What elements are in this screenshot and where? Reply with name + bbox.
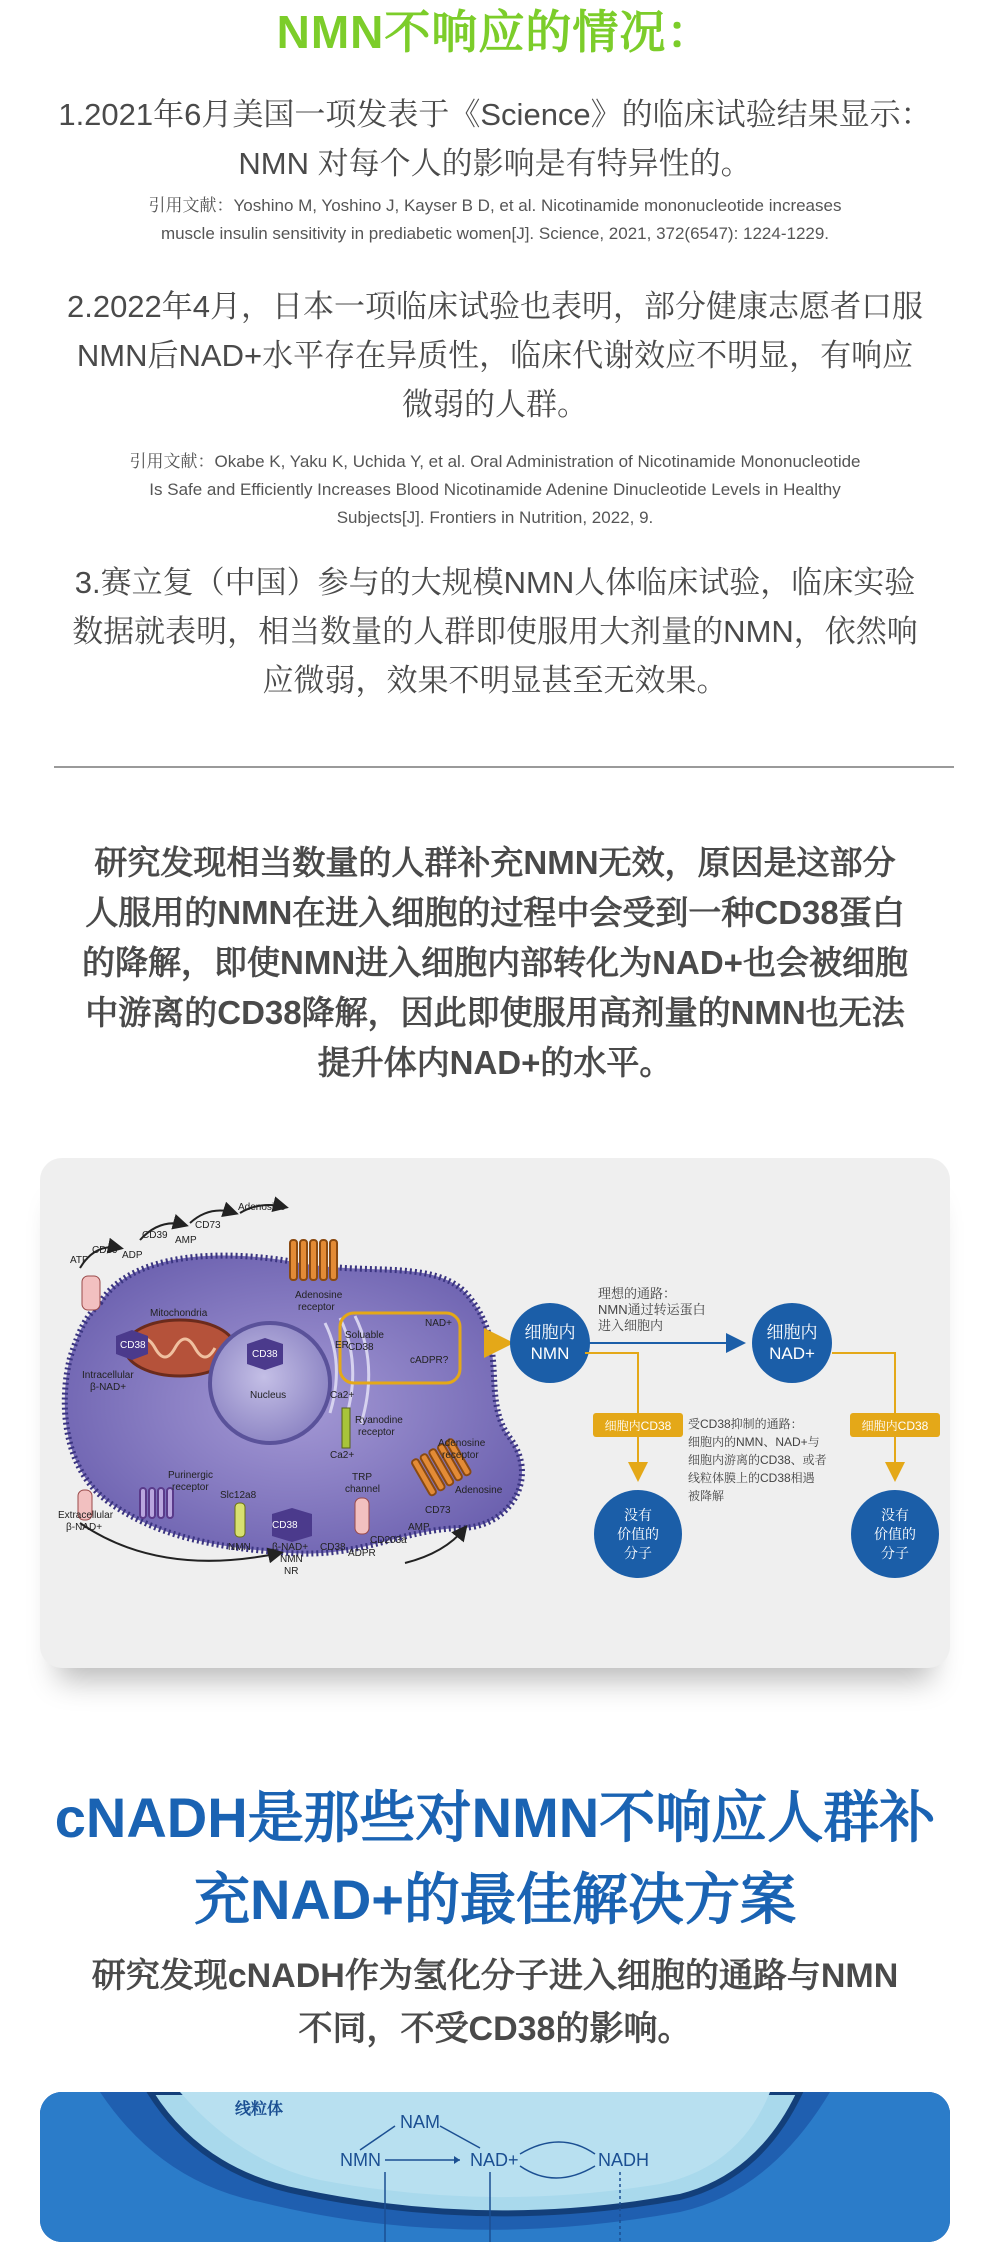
cnadh-desc-line-2: 不同，不受CD38的影响。 <box>298 2010 692 2048</box>
finding-1-line-1: 1.2021年6月美国一项发表于《Science》的临床试验结果显示： <box>58 97 932 132</box>
lbl-adenosine-r2-2: receptor <box>442 1450 479 1461</box>
lbl-adenosine-receptor-1: Adenosine <box>295 1290 343 1301</box>
inhibited-line-4: 线粒体膜上的CD38相遇 <box>688 1471 815 1485</box>
lbl-cadpr: cADPR? <box>410 1355 449 1366</box>
summary-line-1: 研究发现相当数量的人群补充NMN无效，原因是这部分 <box>94 844 896 881</box>
lbl-cd73-top: CD73 <box>195 1220 221 1231</box>
slc12a8-icon <box>235 1503 245 1537</box>
cnadh-title-line-2: 充NAD+的最佳解决方案 <box>193 1868 797 1931</box>
lbl-er: ER <box>335 1340 349 1351</box>
finding-3-line-3: 应微弱，效果不明显甚至无效果。 <box>262 663 728 698</box>
finding-2-line-3: 微弱的人群。 <box>402 387 588 422</box>
citation-2-line-1: 引用文献：Okabe K, Yaku K, Uchida Y, et al. Oral Administration of Nicotinamide Mononucleotide <box>129 452 861 471</box>
mito-nadh: NADH <box>598 2150 650 2170</box>
ryanodine-icon <box>342 1408 350 1448</box>
cd38-tag-right-text: 细胞内CD38 <box>861 1419 929 1433</box>
lbl-nucleus: Nucleus <box>250 1390 287 1401</box>
citation-1-line-2: muscle insulin sensitivity in prediabetic women[J]. Science, 2021, 372(6547): 1224-1229. <box>160 224 830 243</box>
lbl-adpr: ADPR <box>348 1548 376 1559</box>
finding-1-line-2: NMN 对每个人的影响是有特异性的。 <box>238 146 752 181</box>
lbl-adenosine-r2-1: Adenosine <box>438 1438 486 1449</box>
citation-2-line-2: Is Safe and Efficiently Increases Blood Nicotinamide Adenine Dinucleotide Levels in Healthy <box>149 480 841 499</box>
finding-2 <box>30 282 960 429</box>
cd39-left-icon <box>82 1276 100 1310</box>
lbl-soluble-1: Soluable <box>345 1330 384 1341</box>
inhibited-line-1: 受CD38抑制的通路： <box>688 1417 803 1431</box>
finding-3-line-1: 3.赛立复（中国）参与的大规模NMN人体临床试验，临床实验 <box>74 565 916 600</box>
lbl-extracellular-1: Extracellular <box>58 1510 114 1521</box>
lbl-amp: AMP <box>175 1235 197 1246</box>
cnadh-description <box>30 1950 960 2056</box>
ideal-path-line-1: 理想的通路： <box>598 1286 677 1301</box>
lbl-purinergic-1: Purinergic <box>168 1470 214 1481</box>
cd38-tag-left-text: 细胞内CD38 <box>604 1419 672 1433</box>
summary-line-5: 提升体内NAD+的水平。 <box>317 1044 673 1081</box>
citation-2-line-3: Subjects[J]. Frontiers in Nutrition, 2022, 9. <box>336 508 654 527</box>
lbl-cd38-nucleus: CD38 <box>252 1349 278 1360</box>
mito-svg <box>40 2092 950 2242</box>
lbl-ca-1: Ca2+ <box>330 1390 355 1401</box>
lbl-adenosine-top: Adenosine <box>238 1202 286 1213</box>
lbl-cd39-2: CD39 <box>142 1230 168 1241</box>
cnadh-solution-title <box>20 1777 970 1941</box>
lbl-ca-2: Ca2+ <box>330 1450 355 1461</box>
finding-3-line-2: 数据就表明，相当数量的人群即使服用大剂量的NMN，依然响 <box>72 614 918 649</box>
node-nad-line-2: NAD+ <box>769 1344 815 1363</box>
mitochondria-diagram <box>40 2092 950 2242</box>
section-heading: NMN不响应的情况： <box>276 6 714 58</box>
lbl-mitochondria: Mitochondria <box>150 1308 208 1319</box>
lbl-adenosine-receptor-2: receptor <box>298 1302 335 1313</box>
lbl-slc12a8: Slc12a8 <box>220 1490 257 1501</box>
worthless-right-line-3: 分子 <box>881 1545 909 1561</box>
lbl-cd38-mito: CD38 <box>120 1340 146 1351</box>
summary-line-2: 人服用的NMN在进入细胞的过程中会受到一种CD38蛋白 <box>85 894 905 931</box>
section-divider <box>54 766 954 768</box>
summary-paragraph <box>48 838 942 1088</box>
node-nad-line-1: 细胞内 <box>766 1323 818 1342</box>
lbl-nad-plus: NAD+ <box>425 1318 452 1329</box>
summary-line-3: 的降解，即使NMN进入细胞内部转化为NAD+也会被细胞 <box>82 944 908 981</box>
lbl-ryanodine-1: Ryanodine <box>355 1415 403 1426</box>
lbl-cd38-adpr: CD38 <box>320 1542 346 1553</box>
lbl-soluble-2: CD38 <box>348 1342 374 1353</box>
citation-2 <box>60 448 930 532</box>
lbl-ryanodine-2: receptor <box>358 1427 395 1438</box>
ideal-path-line-3: 进入细胞内 <box>598 1318 664 1333</box>
mito-title: 线粒体 <box>235 2101 284 2118</box>
finding-3 <box>30 558 960 705</box>
finding-2-line-2: NMN后NAD+水平存在异质性，临床代谢效应不明显，有响应 <box>76 338 914 373</box>
adenosine-receptor-top <box>290 1240 337 1280</box>
lbl-intracellular-2: β-NAD+ <box>90 1382 127 1393</box>
node-nmn <box>510 1303 590 1383</box>
lbl-bnad: β-NAD+ <box>272 1542 309 1553</box>
inhibited-line-3: 细胞内游离的CD38、或者 <box>688 1453 827 1467</box>
ideal-path-line-2: NMN通过转运蛋白 <box>598 1302 706 1317</box>
lbl-nmn-bottom: NMN <box>228 1542 251 1553</box>
summary-line-4: 中游离的CD38降解，因此即使服用高剂量的NMN也无法 <box>85 994 905 1031</box>
citation-1 <box>60 192 930 248</box>
mito-nmn: NMN <box>340 2150 381 2170</box>
lbl-atp: ATP <box>70 1255 89 1266</box>
worthless-left-line-3: 分子 <box>624 1545 652 1561</box>
node-nmn-line-2: NMN <box>530 1344 570 1363</box>
worthless-right-line-2: 价值的 <box>874 1526 916 1542</box>
cnadh-desc-line-1: 研究发现cNADH作为氢化分子进入细胞的通路与NMN <box>91 1957 899 1995</box>
diagram-svg <box>40 1158 950 1668</box>
inhibited-line-5: 被降解 <box>688 1489 725 1503</box>
cd38-pathway-diagram <box>40 1158 950 1668</box>
node-nad <box>752 1303 832 1383</box>
cnadh-title-line-1: cNADH是那些对NMN不响应人群补 <box>54 1786 936 1849</box>
worthless-right-line-1: 没有 <box>881 1507 909 1523</box>
lbl-extracellular-2: β-NAD+ <box>66 1522 103 1533</box>
lbl-cd38-bottom: CD38 <box>272 1520 298 1531</box>
lbl-cd73-bottom: CD73 <box>425 1505 451 1516</box>
lbl-cd203a: CD203a <box>370 1535 407 1546</box>
lbl-purinergic-2: receptor <box>172 1482 209 1493</box>
lbl-nmn2: NMN <box>280 1554 303 1565</box>
lbl-nr: NR <box>284 1566 299 1577</box>
node-nmn-line-1: 细胞内 <box>524 1323 576 1342</box>
lbl-trp-2: channel <box>345 1484 381 1495</box>
lbl-cd39-1: CD39 <box>92 1245 118 1256</box>
trp-channel-icon <box>355 1498 369 1534</box>
lbl-trp-1: TRP <box>352 1472 372 1483</box>
lbl-amp-bottom: AMP <box>408 1522 430 1533</box>
worthless-left-line-2: 价值的 <box>617 1526 659 1542</box>
mito-nam: NAM <box>400 2112 440 2132</box>
citation-1-line-1: 引用文献：Yoshino M, Yoshino J, Kayser B D, et al. Nicotinamide mononucleotide increases <box>148 196 842 215</box>
lbl-intracellular-1: Intracellular <box>82 1370 134 1381</box>
mito-nad: NAD+ <box>470 2150 519 2170</box>
worthless-left-line-1: 没有 <box>624 1507 652 1523</box>
lbl-adp: ADP <box>122 1250 143 1261</box>
lbl-adenosine-bottom: Adenosine <box>455 1485 503 1496</box>
inhibited-line-2: 细胞内的NMN、NAD+与 <box>688 1435 820 1449</box>
finding-2-line-1: 2.2022年4月，日本一项临床试验也表明，部分健康志愿者口服 <box>66 289 924 324</box>
finding-1 <box>30 90 960 188</box>
